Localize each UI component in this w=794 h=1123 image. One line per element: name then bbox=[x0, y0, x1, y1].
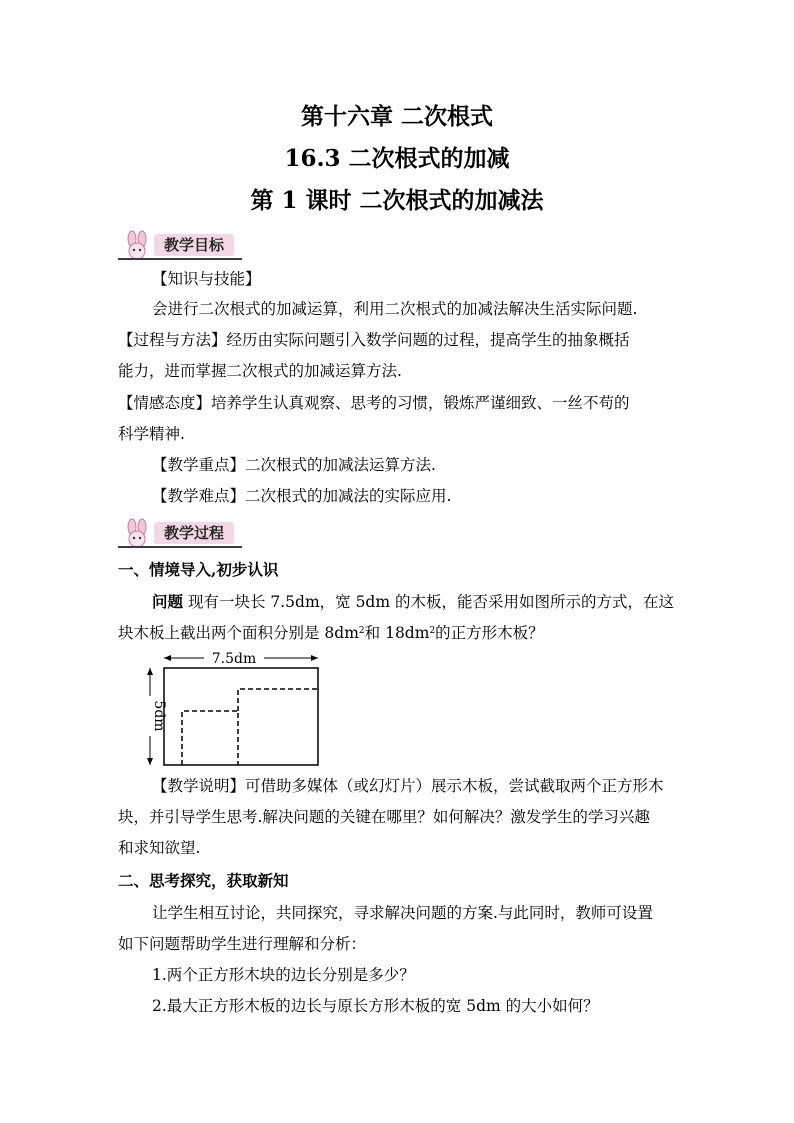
chapter-title: 第十六章 二次根式 bbox=[300, 103, 493, 130]
intro-line1: 让学生相互讨论，共同探究，寻求解决问题的方案.与此同时，教师可设置 bbox=[152, 904, 653, 922]
process-banner bbox=[118, 518, 242, 550]
board-rectangle bbox=[164, 668, 318, 765]
teaching-note-line3: 和求知欲望. bbox=[118, 839, 201, 857]
difficulty-point: 【教学难点】二次根式的加减法的实际应用. bbox=[152, 487, 452, 505]
banner-rule bbox=[118, 258, 242, 260]
problem-line1 bbox=[152, 591, 674, 613]
knowledge-text: 会进行二次根式的加减运算，利用二次根式的加减法解决生活实际问题. bbox=[152, 300, 638, 318]
objectives-banner-label: 教学目标 bbox=[154, 234, 234, 256]
arrow-up-icon bbox=[147, 668, 153, 675]
problem-line2-c: 的正方形木板？ bbox=[435, 624, 544, 642]
superscript-2: 2 bbox=[429, 626, 436, 636]
key-point: 【教学重点】二次根式的加减法运算方法. bbox=[152, 456, 436, 474]
banner-rule bbox=[118, 546, 242, 548]
superscript-2: 2 bbox=[358, 626, 365, 636]
problem-line2-b: 和 18dm bbox=[364, 624, 430, 642]
objectives-banner bbox=[118, 230, 242, 262]
arrow-left-icon bbox=[164, 655, 171, 661]
question-2: 2.最大正方形木板的边长与原长方形木板的宽 5dm 的大小如何？ bbox=[152, 997, 599, 1015]
small-square-outline bbox=[182, 711, 238, 765]
emotion-line1: 【情感态度】培养学生认真观察、思考的习惯，锻炼严谨细致、一丝不苟的 bbox=[118, 394, 630, 412]
emotion-line2: 科学精神. bbox=[118, 425, 185, 443]
process-method-line1: 【过程与方法】经历由实际问题引入数学问题的过程，提高学生的抽象概括 bbox=[118, 331, 630, 349]
problem-line2 bbox=[118, 622, 544, 644]
section1-heading: 一、情境导入,初步认识 bbox=[118, 560, 279, 579]
problem-line1-text: 现有一块长 7.5dm，宽 5dm 的木板，能否采用如图所示的方式，在这 bbox=[183, 593, 674, 611]
teaching-note-line2: 块，并引导学生思考.解决问题的关键在哪里？如何解决？激发学生的学习兴趣 bbox=[118, 808, 650, 826]
teaching-note-line1: 【教学说明】可借助多媒体（或幻灯片）展示木板，尝试截取两个正方形木 bbox=[152, 777, 664, 795]
arrow-down-icon bbox=[147, 758, 153, 765]
arrow-right-icon bbox=[311, 655, 318, 661]
process-banner-label: 教学过程 bbox=[154, 522, 234, 544]
problem-label: 问题 bbox=[152, 592, 184, 611]
section-title: 16.3 二次根式的加减 bbox=[284, 145, 510, 172]
height-label: 5dm bbox=[151, 700, 167, 732]
question-1: 1.两个正方形木块的边长分别是多少？ bbox=[152, 966, 415, 984]
lesson-title: 第 1 课时 二次根式的加减法 bbox=[250, 187, 544, 214]
width-label: 7.5dm bbox=[211, 651, 257, 667]
board-figure bbox=[140, 648, 360, 768]
intro-line2: 如下问题帮助学生进行理解和分析： bbox=[118, 935, 367, 953]
process-method-line2: 能力，进而掌握二次根式的加减运算方法. bbox=[118, 362, 402, 380]
large-square-outline bbox=[238, 689, 318, 711]
knowledge-label: 【知识与技能】 bbox=[152, 270, 261, 288]
problem-line2-a: 块木板上截出两个面积分别是 8dm bbox=[118, 624, 359, 642]
section2-heading: 二、思考探究，获取新知 bbox=[118, 871, 289, 890]
